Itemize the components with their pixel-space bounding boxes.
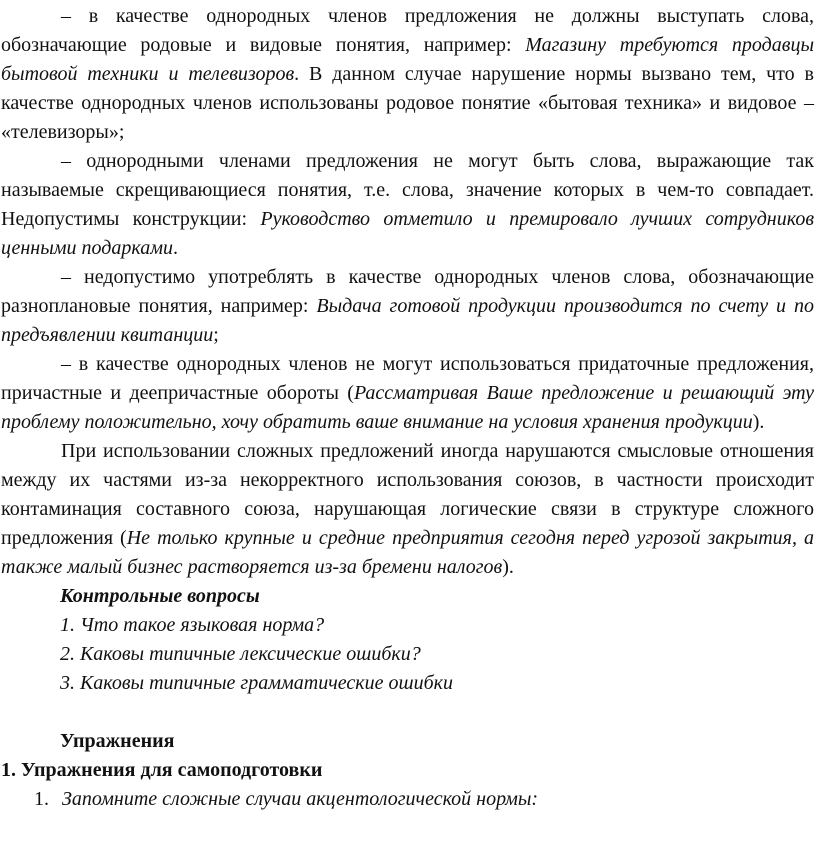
control-question-item: 1. Что такое языковая норма? <box>60 614 325 636</box>
paragraph-text: – однородными членами предложения не могут быть слова, выражающие так называемые скрещивающиеся понятия, т.е. слова, значение которых в чем-то совпадает. Недопустимы конструкции: <box>1 150 814 230</box>
paragraph-text: При использовании сложных предложений иногда нарушаются смысловые отношения между их частями из-за некорректного использования союзов, в частности происходит контаминация составного союза, нарушающая логические связи в структуре сложного предложения ( <box>1 440 814 549</box>
paragraph-text: – недопустимо употреблять в качестве однородных членов слова, обозначающие разноплановые понятия, например: <box>1 266 814 317</box>
paragraph-complex-sentences <box>0 437 816 582</box>
paragraph-homogeneous-different-concepts <box>0 263 816 350</box>
control-questions-heading: Контрольные вопросы <box>60 585 260 607</box>
paragraph-homogeneous-clauses <box>0 350 816 437</box>
example-sentence: Выдача готовой продукции производится по счету и по предъявлении квитанции <box>1 295 814 346</box>
paragraph-text: ). <box>502 556 514 578</box>
exercises-heading: Упражнения <box>60 730 175 752</box>
example-sentence: Рассматривая Ваше предложение и решающий эту проблему положительно, хочу обратить ваше внимание на условия хранения продукции <box>1 382 814 433</box>
paragraph-homogeneous-crossing-concepts <box>0 147 816 263</box>
paragraph-text: ). <box>752 411 765 433</box>
paragraph-text: . <box>173 237 179 259</box>
paragraph-text: – в качестве однородных членов предложения не должны выступать слова, обозначающие родовые и видовые понятия, например: <box>1 5 814 56</box>
paragraph-text: ; <box>213 324 219 346</box>
paragraph-text: . В данном случае нарушение нормы вызвано тем, что в качестве однородных членов использованы родовое понятие «бытовая техника» и видовое – «телевизоры»; <box>1 63 814 143</box>
task-text: Запомните сложные случаи акцентологической нормы: <box>62 788 539 810</box>
control-question-item: 3. Каковы типичные грамматические ошибки <box>60 672 453 694</box>
example-sentence: Не только крупные и средние предприятия сегодня перед угрозой закрытия, а также малый бизнес растворяется из-за бремени налогов <box>1 527 814 578</box>
control-question-item: 2. Каковы типичные лексические ошибки? <box>60 643 421 665</box>
paragraph-homogeneous-generic-specific <box>0 0 816 147</box>
task-number: 1. <box>34 788 49 810</box>
task-item <box>0 785 816 814</box>
example-sentence: Руководство отметило и премировало лучших сотрудников ценными подарками <box>1 208 815 259</box>
self-study-section-heading: 1. Упражнения для самоподготовки <box>1 759 323 781</box>
example-sentence: Магазину требуются продавцы бытовой техники и телевизоров <box>1 34 814 85</box>
paragraph-text: – в качестве однородных членов не могут использоваться придаточные предложения, причастные и деепричастные обороты ( <box>1 353 814 404</box>
